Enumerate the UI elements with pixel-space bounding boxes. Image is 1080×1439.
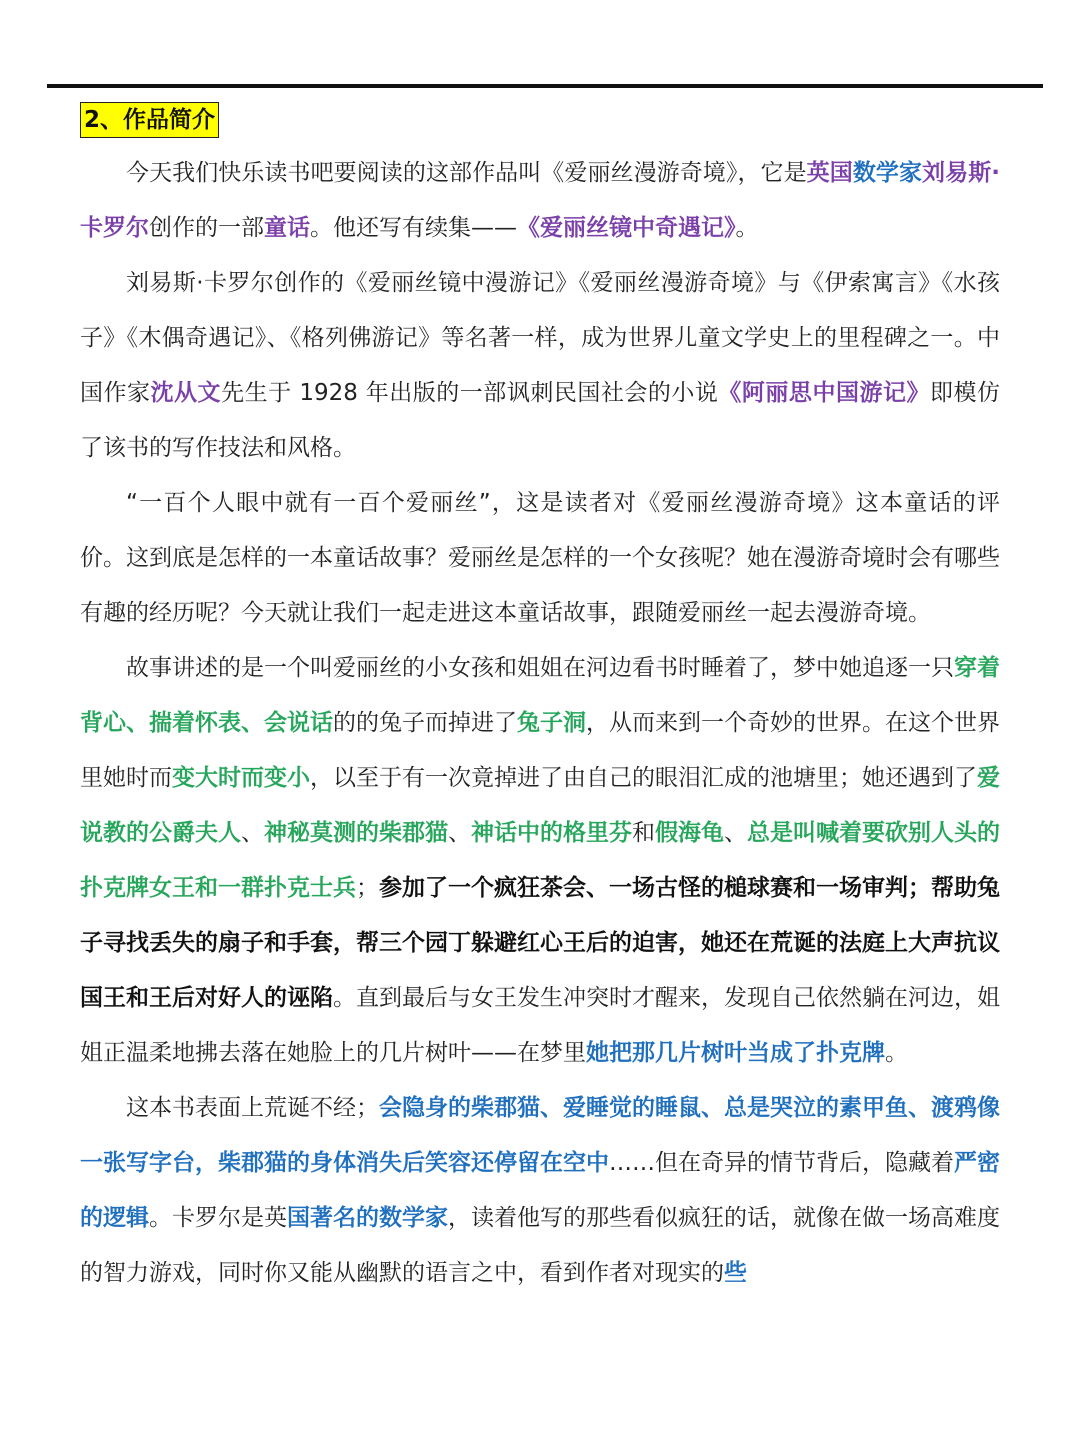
highlight-examples: 会隐身的柴郡猫、爱睡觉的睡鼠、总是哭泣的素甲鱼、渡鸦像一张写字台，柴郡猫的身体消失后笑容还停留在空中 [80, 1095, 1000, 1176]
text: ，从而来到一个奇妙的世界。在这个世界里她时而 [80, 710, 1000, 791]
text: 刘易斯·卡罗尔创作的《爱丽丝镜中漫游记》《爱丽丝漫游奇境》与《伊索寓言》《水孩子》《木偶奇遇记》、《格列佛游记》等名著一样，成为世界儿童文学史上的里程碑之一。中国作家 [80, 270, 1000, 406]
highlight-duchess: 爱说教的公爵夫人 [80, 765, 1000, 846]
text: 。 [885, 1040, 908, 1066]
paragraph-legacy [80, 256, 1000, 476]
text: 和 [632, 820, 655, 846]
highlight-mathematician: 国著名的数学家 [287, 1205, 448, 1231]
highlight-turtle: 假海龟 [655, 820, 724, 846]
text: ，以至于有一次竟掉进了由自己的眼泪汇成的池塘里；她还遇到了 [310, 765, 977, 791]
text: 。 [735, 215, 759, 241]
highlight-cat: 神秘莫测的柴郡猫 [264, 820, 448, 846]
highlight-country: 英国 [806, 160, 853, 186]
highlight-writer: 沈从文 [150, 380, 222, 406]
text: 。卡罗尔是英 [149, 1205, 287, 1231]
highlight-rabbit: 穿着背心、揣着怀表、会说话 [80, 655, 1000, 736]
highlight-gryphon: 神话中的格里芬 [471, 820, 632, 846]
paragraph-story [80, 641, 1000, 1081]
highlight-size: 变大时而变小 [172, 765, 310, 791]
highlight-sequel: 《爱丽丝镜中奇遇记》 [517, 215, 736, 241]
highlight-queen: 总是叫喊着要砍别人头的扑克牌女王和一群扑克士兵 [80, 820, 1000, 901]
paragraph-intro [80, 146, 1000, 256]
highlight-author: 刘易斯·卡罗尔 [80, 160, 1001, 241]
text: 即模仿了该书的写作技法和风格。 [80, 380, 1001, 461]
highlight-novel: 《阿丽思中国游记》 [718, 380, 930, 406]
section-heading: 2、作品简介 [80, 102, 219, 138]
paragraph-logic [80, 1081, 1000, 1301]
text: 、 [241, 820, 264, 846]
text: ，读着他写的那些看似疯狂的话，就像在做一场高难度的智力游戏，同时你又能从幽默的语言之中，看到作者对现实的 [80, 1205, 1000, 1286]
highlight-genre: 童话 [264, 215, 310, 241]
article-body [80, 96, 1000, 1301]
highlight-events: 参加了一个疯狂茶会、一场古怪的槌球赛和一场审判；帮助兔子寻找丢失的扇子和手套，帮三个园丁躲避红心王后的迫害，她还在荒诞的法庭上大声抗议国王和王后对好人的诬陷 [80, 875, 1000, 1011]
text: 故事讲述的是一个叫爱丽丝的小女孩和姐姐在河边看书时睡着了，梦中她追逐一只 [126, 655, 954, 681]
highlight-role: 数学家 [852, 160, 923, 186]
text: 。他还写有续集—— [310, 215, 517, 241]
text: ……但在奇异的情节背后，隐藏着 [609, 1150, 954, 1176]
highlight-tail: 些 [724, 1260, 747, 1286]
text: ； [356, 875, 379, 901]
highlight-leaves: 她把那几片树叶当成了扑克牌 [586, 1040, 885, 1066]
text: 这本书表面上荒诞不经； [126, 1095, 379, 1121]
text: 创作的一部 [149, 215, 264, 241]
text: 、 [448, 820, 471, 846]
text: 的的兔子而掉进了 [333, 710, 517, 736]
highlight-hole: 兔子洞 [517, 710, 586, 736]
text: 今天我们快乐读书吧要阅读的这部作品叫《爱丽丝漫游奇境》，它是 [126, 160, 807, 186]
highlight-logic: 严密的逻辑 [80, 1150, 1000, 1231]
text: 。直到最后与女王发生冲突时才醒来，发现自己依然躺在河边，姐姐正温柔地拂去落在她脸上的几片树叶——在梦里 [80, 985, 1000, 1066]
text: 、 [724, 820, 747, 846]
top-divider [47, 84, 1043, 88]
text: 先生于 1928 年出版的一部讽刺民国社会的小说 [221, 380, 719, 406]
paragraph-quote: “一百个人眼中就有一百个爱丽丝”，这是读者对《爱丽丝漫游奇境》这本童话的评价。这到底是怎样的一本童话故事？爱丽丝是怎样的一个女孩呢？她在漫游奇境时会有哪些有趣的经历呢？今天就让我们一起走进这本童话故事，跟随爱丽丝一起去漫游奇境。 [80, 490, 1000, 626]
